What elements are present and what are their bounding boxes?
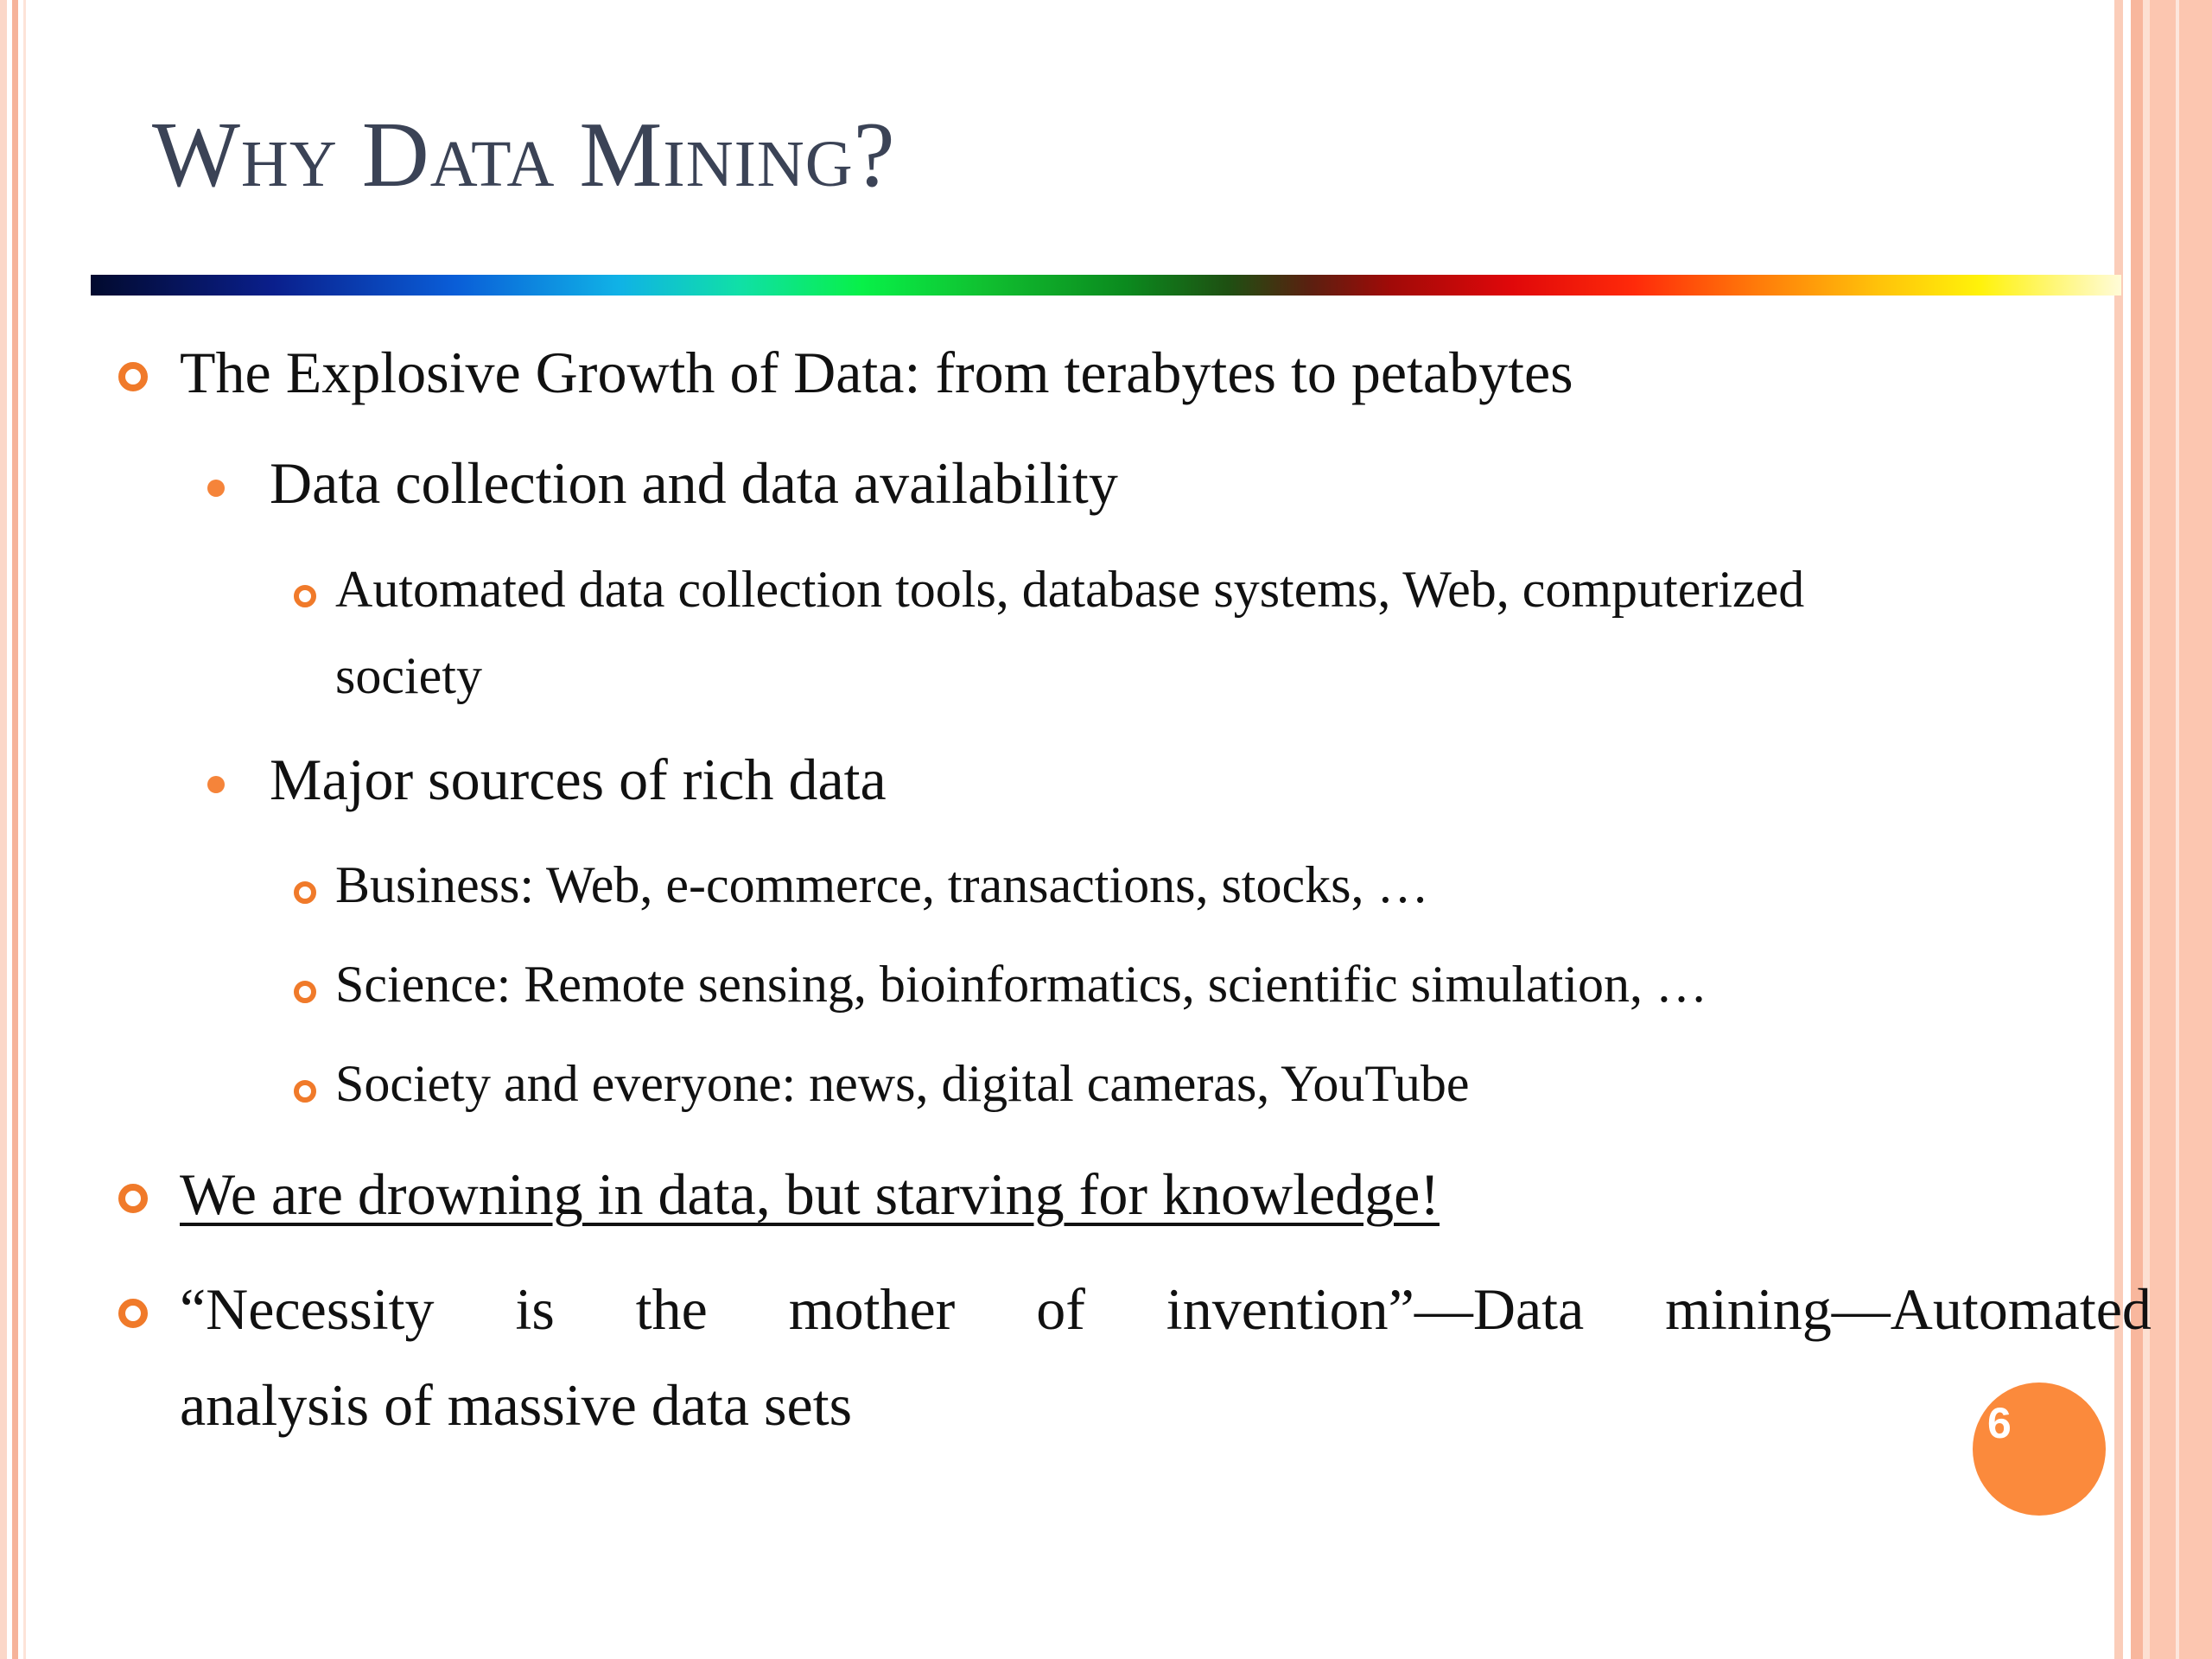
necessity-word: of	[1036, 1276, 1085, 1342]
bullet-drowning-in-data: We are drowning in data, but starving for knowledge!	[180, 1161, 1440, 1227]
bullet-data-collection: Data collection and data availability	[270, 450, 1118, 516]
necessity-word: “Necessity	[180, 1276, 435, 1342]
bullet-necessity	[180, 1275, 2152, 1344]
ring-bullet-icon	[294, 1080, 316, 1103]
ring-bullet-icon	[118, 362, 148, 391]
slide-title: Why Data Mining?	[152, 104, 896, 207]
bullet-society: Society and everyone: news, digital cameras, YouTube	[335, 1055, 1470, 1112]
necessity-word: is	[515, 1276, 555, 1342]
bullet-explosive-growth: The Explosive Growth of Data: from terabytes to petabytes	[180, 340, 1573, 405]
bullet-necessity-cont: analysis of massive data sets	[180, 1372, 853, 1438]
dot-bullet-icon	[207, 776, 225, 793]
bullet-science: Science: Remote sensing, bioinformatics, scientific simulation, …	[335, 956, 1708, 1013]
necessity-word: mining—Automated	[1665, 1276, 2152, 1342]
ring-bullet-icon	[294, 981, 316, 1003]
bullet-business: Business: Web, e-commerce, transactions, stocks, …	[335, 856, 1429, 913]
page-number: 6	[1987, 1399, 2012, 1447]
necessity-word: invention”—Data	[1166, 1276, 1585, 1342]
bullet-major-sources: Major sources of rich data	[270, 747, 887, 812]
ring-bullet-icon	[118, 1299, 148, 1328]
ring-bullet-icon	[118, 1184, 148, 1213]
ring-bullet-icon	[294, 585, 316, 607]
ring-bullet-icon	[294, 881, 316, 904]
bullet-automated-tools: Automated data collection tools, database systems, Web, computerized	[335, 561, 1805, 618]
necessity-word: the	[635, 1276, 708, 1342]
dot-bullet-icon	[207, 480, 225, 497]
necessity-word: mother	[788, 1276, 956, 1342]
bullet-automated-tools-cont: society	[335, 647, 482, 704]
